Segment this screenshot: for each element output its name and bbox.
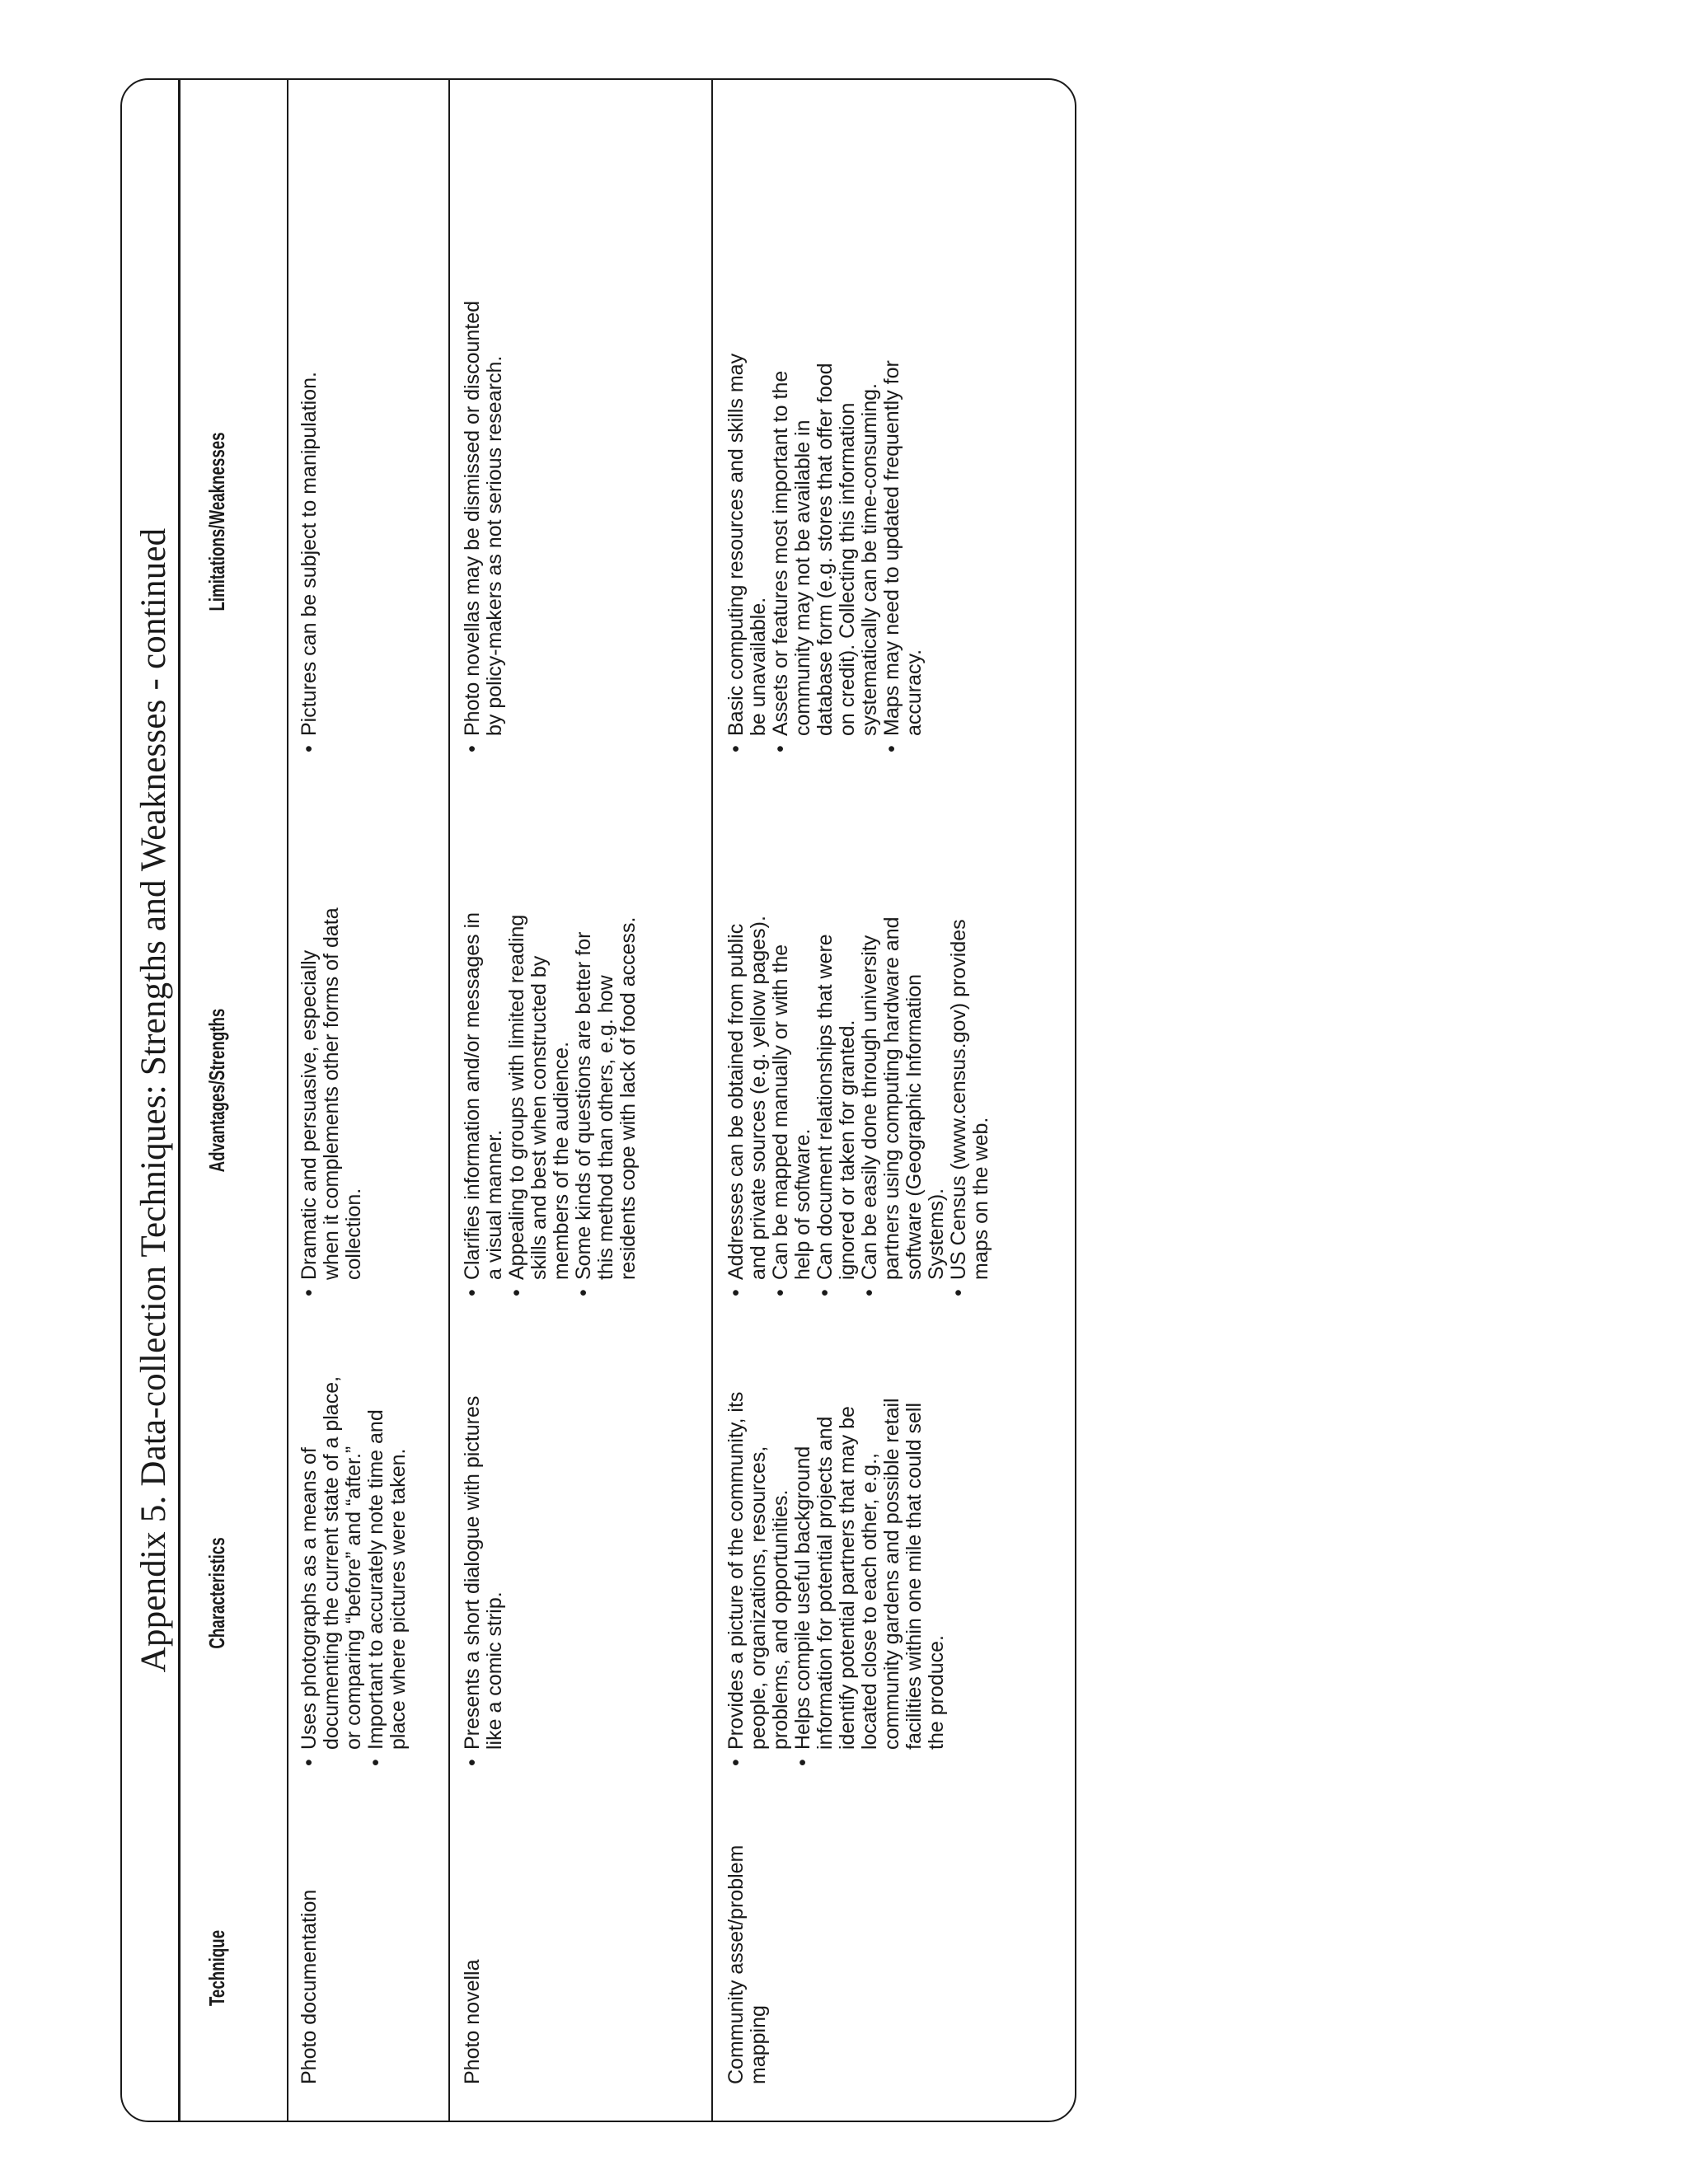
header-technique: Technique (204, 1929, 229, 2007)
row-2-limitations (462, 274, 506, 752)
appendix-table-page (120, 78, 1076, 2122)
list-item: • US Census (www.census.gov) provides maps on the web. (948, 901, 992, 1296)
list-item: • Important to accurately note time and place where pictures were taken. (365, 1371, 410, 1766)
header-advantages: Advantages/Strengths (204, 1008, 229, 1173)
list-item: • Helps compile useful background information for potential projects and identify potential partners that may be located close to each other, e.g., community gardens and possible retail facilities within one mile that could sell the produce. (792, 1371, 948, 1766)
row-3-advantages (725, 901, 992, 1296)
list-item: • Addresses can be obtained from public and private sources (e.g. yellow pages). (725, 901, 770, 1296)
page-title: Appendix 5. Data-collection Techniques: Strengths and Weaknesses - continued (134, 527, 173, 1673)
row-3-technique: Community asset/problem mapping (724, 1844, 770, 2084)
row-2-advantages (462, 901, 640, 1296)
row-1-limitations (298, 274, 321, 752)
list-item: • Photo novellas may be dismissed or discounted by policy-makers as not serious research. (462, 274, 506, 752)
list-item: • Can document relationships that were ignored or taken for granted. (814, 901, 859, 1296)
row-3-limitations (725, 340, 926, 752)
list-item: • Some kinds of questions are better for this method than others, e.g. how residents cope with lack of food access. (573, 901, 640, 1296)
header-limitations: Limitations/Weaknesses (204, 432, 229, 612)
list-item: • Appealing to groups with limited reading skills and best when constructed by members of the audience. (506, 901, 573, 1296)
list-item: • Provides a picture of the community, its people, organizations, resources, problems, and opportunities. (725, 1371, 792, 1766)
header-divider (287, 80, 288, 2121)
list-item: • Dramatic and persuasive, especially when it complements other forms of data collection. (298, 901, 365, 1296)
row-1-technique: Photo documentation (298, 1889, 321, 2084)
list-item: • Maps may need to updated frequently for accuracy. (881, 340, 926, 752)
list-item: • Assets or features most important to the community may not be available in database form (e.g. stores that offer food on credit). Collecting this information systematically can be time-consuming. (770, 340, 881, 752)
list-item: • Clarifies information and/or messages in a visual manner. (462, 901, 506, 1296)
row-divider (711, 80, 713, 2121)
list-item: • Can be easily done through university partners using computing hardware and software (Geographic Information Systems). (859, 901, 948, 1296)
row-1-characteristics (298, 1371, 410, 1766)
row-3-characteristics (725, 1371, 948, 1766)
row-2-technique: Photo novella (461, 1959, 484, 2084)
header-characteristics: Characteristics (204, 1537, 229, 1649)
list-item: • Pictures can be subject to manipulation. (298, 274, 321, 752)
list-item: • Presents a short dialogue with pictures like a comic strip. (462, 1371, 506, 1766)
list-item: • Basic computing resources and skills may be unavailable. (725, 340, 770, 752)
row-2-characteristics (462, 1371, 506, 1766)
row-divider (448, 80, 450, 2121)
list-item: • Can be mapped manually or with the help of software. (770, 901, 814, 1296)
row-1-advantages (298, 901, 365, 1296)
list-item: • Uses photographs as a means of documenting the current state of a place, or comparing “before” and “after.” (298, 1371, 365, 1766)
title-divider (178, 80, 181, 2121)
